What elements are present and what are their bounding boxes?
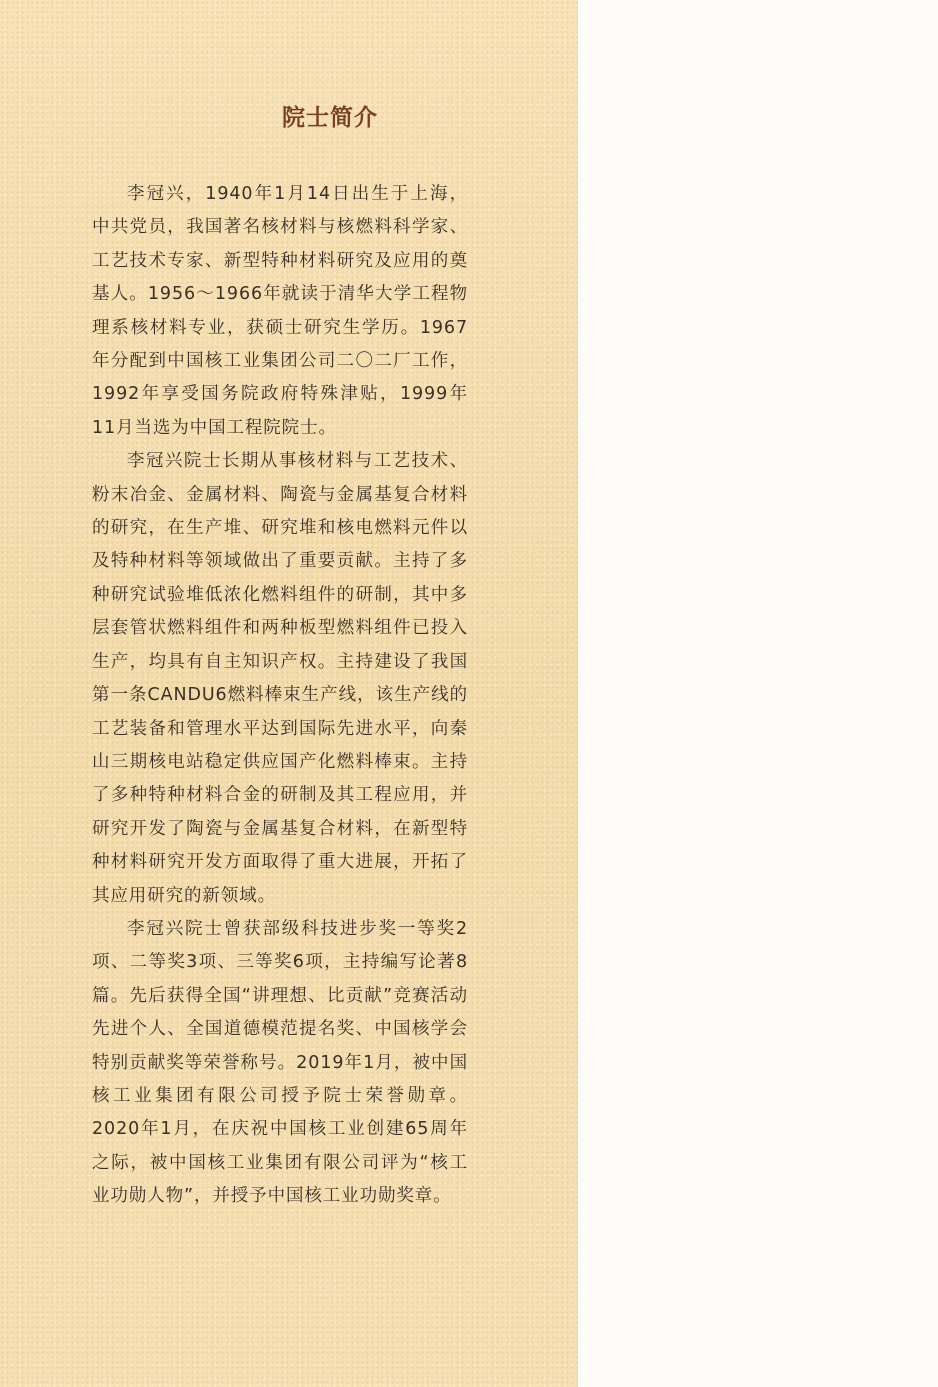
biography-text bbox=[92, 178, 468, 1214]
paragraph-intro: 李冠兴，1940年1月14日出生于上海，中共党员，我国著名核材料与核燃料科学家、工艺技术专家、新型特种材料研究及应用的奠基人。1956～1966年就读于清华大学工程物理系核材料专业，获硕士研究生学历。1967年分配到中国核工业集团公司二〇二厂工作，1992年享受国务院政府特殊津贴，1999年11月当选为中国工程院院士。 bbox=[92, 184, 468, 438]
paragraph-honors: 李冠兴院士曾获部级科技进步奖一等奖2项、二等奖3项、三等奖6项，主持编写论著8篇。先后获得全国“讲理想、比贡献”竞赛活动先进个人、全国道德模范提名奖、中国核学会特别贡献奖等荣誉称号。2019年1月，被中国核工业集团有限公司授予院士荣誉勋章。2020年1月，在庆祝中国核工业创建65周年之际，被中国核工业集团有限公司评为“核工业功勋人物”，并授予中国核工业功勋奖章。 bbox=[92, 918, 468, 1207]
page-title: 院士简介 bbox=[282, 105, 378, 131]
blank-page bbox=[578, 0, 938, 1387]
paragraph-research: 李冠兴院士长期从事核材料与工艺技术、粉末冶金、金属材料、陶瓷与金属基复合材料的研究，在生产堆、研究堆和核电燃料元件以及特种材料等领域做出了重要贡献。主持了多种研究试验堆低浓化燃料组件的研制，其中多层套管状燃料组件和两种板型燃料组件已投入生产，均具有自主知识产权。主持建设了我国第一条CANDU6燃料棒束生产线，该生产线的工艺装备和管理水平达到国际先进水平，向秦山三期核电站稳定供应国产化燃料棒束。主持了多种特种材料合金的研制及其工程应用，并研究开发了陶瓷与金属基复合材料，在新型特种材料研究开发方面取得了重大进展，开拓了其应用研究的新领域。 bbox=[92, 451, 468, 906]
